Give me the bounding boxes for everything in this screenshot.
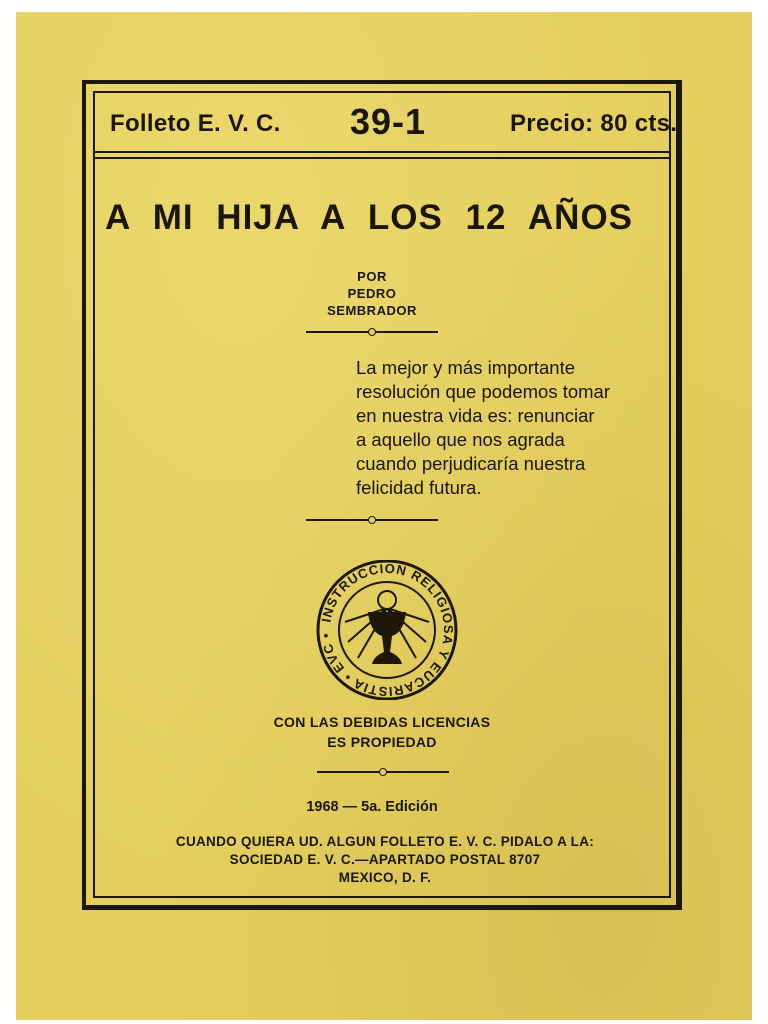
quote-line: La mejor y más importante	[356, 357, 576, 378]
byline-por: POR	[357, 269, 387, 284]
quote-line: resolución que podemos tomar	[356, 381, 611, 402]
chalice-icon	[308, 560, 466, 700]
byline	[306, 268, 438, 319]
ornament-divider	[306, 331, 438, 333]
ornament-divider	[306, 519, 438, 521]
price-label: Precio: 80 cts.	[510, 110, 678, 137]
property-line: ES PROPIEDAD	[327, 734, 437, 750]
edition-label: 1968 — 5a. Edición	[306, 799, 438, 815]
licenses-notice	[246, 712, 518, 752]
booklet-number: 39-1	[350, 101, 427, 142]
quote-line: cuando perjudicaría nuestra	[356, 453, 586, 474]
series-label: Folleto E. V. C.	[110, 110, 281, 137]
ornament-divider	[317, 771, 449, 773]
footer-line: MEXICO, D. F.	[338, 870, 432, 885]
footer-line: CUANDO QUIERA UD. ALGUN FOLLETO E. V. C. PIDALO A LA:	[175, 834, 595, 849]
page-title: A MI HIJA A LOS 12 AÑOS	[105, 198, 634, 237]
svg-text:INSTRUCCION RELIGIOSA Y EUCARI: INSTRUCCION RELIGIOSA Y EUCARISTIA • EVC •	[318, 560, 457, 700]
author-name: PEDRO SEMBRADOR	[327, 286, 417, 318]
quote-line: en nuestra vida es: renunciar	[356, 405, 595, 426]
quote-line: a aquello que nos agrada	[356, 429, 565, 450]
footer-line: SOCIEDAD E. V. C.—APARTADO POSTAL 8707	[229, 852, 541, 867]
publisher-footer	[110, 833, 660, 887]
licenses-line: CON LAS DEBIDAS LICENCIAS	[273, 714, 491, 730]
header-divider	[93, 151, 671, 153]
quote-line: felicidad futura.	[356, 477, 482, 498]
header-divider-double	[93, 157, 671, 159]
epigraph-quote	[356, 356, 644, 500]
